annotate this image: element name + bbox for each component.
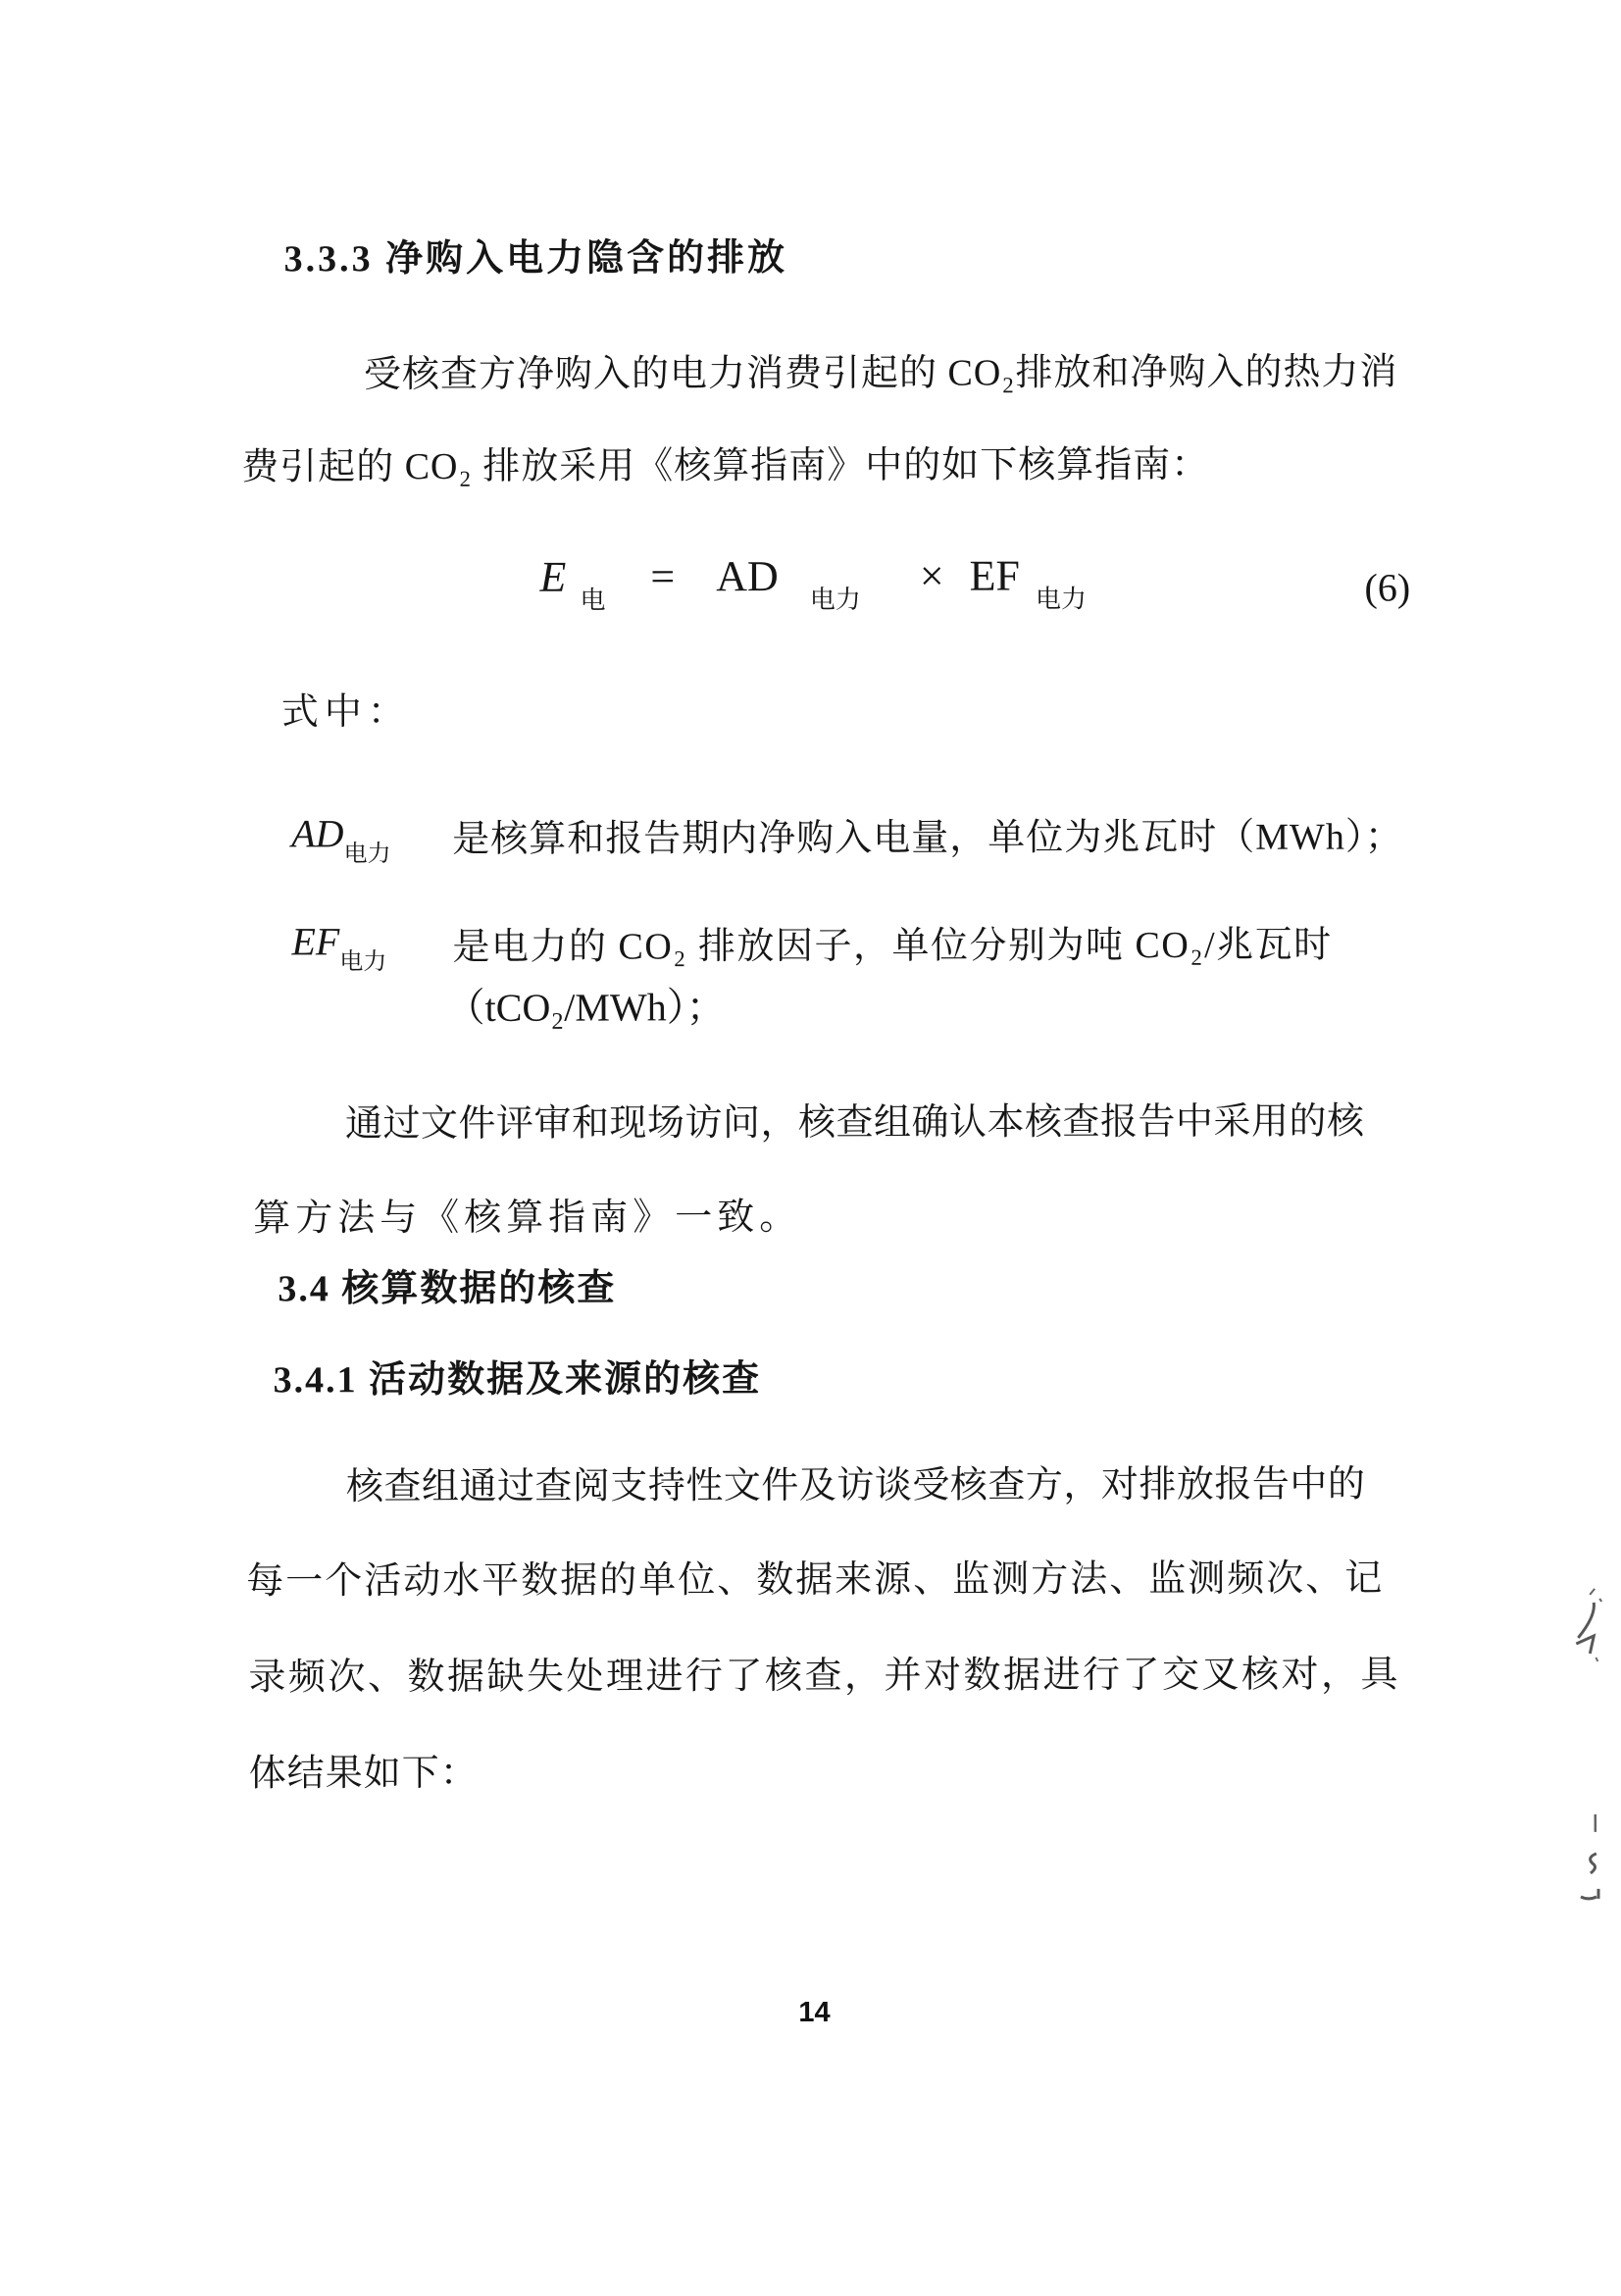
paragraph-3-line-3: 录频次、数据缺失处理进行了核查，并对数据进行了交叉核对，具 <box>248 1654 1400 1699</box>
equation-6 <box>539 548 1088 615</box>
definition-desc-ef-line-2: （tCO₂/MWh）； <box>445 985 726 1030</box>
equals-sign: = <box>650 552 676 601</box>
equation-term1-subscript: 电力 <box>809 585 861 614</box>
definition-symbol-ef <box>291 917 387 976</box>
paragraph-2-line-2: 算方法与《核算指南》一致。 <box>253 1197 802 1240</box>
section-heading-3-3-3: 3.3.3 净购入电力隐含的排放 <box>283 237 788 281</box>
definition-symbol-ad <box>291 809 391 868</box>
section-heading-3-4-1: 3.4.1 活动数据及来源的核查 <box>273 1358 762 1402</box>
symbol-ef-subscript: 电力 <box>339 949 387 976</box>
equation-term1-symbol: AD <box>716 552 779 601</box>
paragraph-3-line-1: 核查组通过查阅支持性文件及访谈受核查方，对排放报告中的 <box>345 1463 1366 1508</box>
section-heading-3-4: 3.4 核算数据的核查 <box>278 1267 617 1310</box>
paragraph-2-line-1: 通过文件评审和现场访问，核查组确认本核查报告中采用的核 <box>344 1100 1365 1146</box>
where-label: 式中： <box>280 691 411 734</box>
paragraph-3-line-4: 体结果如下： <box>248 1752 479 1795</box>
symbol-ef: EF <box>291 919 340 964</box>
scan-artifact-tick <box>1589 1811 1602 1840</box>
paragraph-1-line-2: 费引起的 CO₂ 排放采用《核算指南》中的如下核算指南： <box>241 443 1210 488</box>
definition-desc-ad: 是核算和报告期内净购入电量，单位为兆瓦时（MWh）； <box>452 816 1403 860</box>
paragraph-1-line-1: 受核查方净购入的电力消费引起的 CO₂排放和净购入的热力消 <box>363 351 1398 396</box>
equation-term2-subscript: 电力 <box>1036 585 1088 614</box>
multiplication-sign: × <box>919 551 944 600</box>
equation-term2-symbol: EF <box>969 551 1021 600</box>
equation-number: (6) <box>1364 565 1411 610</box>
scan-artifact-mark <box>1575 1846 1614 1914</box>
page-number: 14 <box>798 1996 831 2029</box>
symbol-ad: AD <box>291 811 344 856</box>
equation-lhs-subscript: 电 <box>580 586 606 615</box>
symbol-ad-subscript: 电力 <box>343 842 391 868</box>
paragraph-3-line-2: 每一个活动水平数据的单位、数据来源、监测方法、监测频次、记 <box>246 1557 1385 1603</box>
scan-artifact-squiggle <box>1566 1587 1615 1705</box>
definition-desc-ef-line-1: 是电力的 CO₂ 排放因子，单位分别为吨 CO₂/兆瓦时 <box>452 924 1333 968</box>
equation-lhs-symbol: E <box>539 552 567 601</box>
